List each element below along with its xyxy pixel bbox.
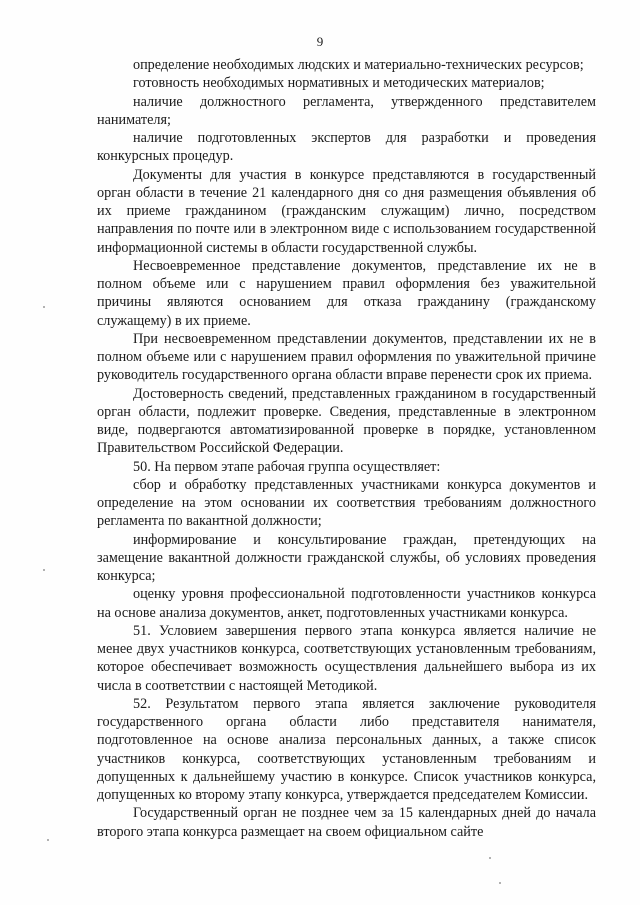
scan-speck [43, 306, 45, 308]
scan-speck [43, 569, 45, 571]
paragraph: готовность необходимых нормативных и методических материалов; [133, 75, 545, 92]
paragraph: определение необходимых людских и материально-технических ресурсов; [133, 57, 584, 73]
paragraph: 50. На первом этапе рабочая группа осуществляет: [133, 458, 441, 475]
paragraph: Достоверность сведений, представленных гражданином в государственный орган области, подлежит проверке. Сведения, представленные в электронном виде, подвергаются автоматизированной проверке в порядке, установленном Правительством Российской Федерации. [97, 385, 596, 457]
page-number: 9 [316, 34, 324, 49]
paragraph: Несвоевременное представление документов, представление их не в полном объеме или с нарушением правил оформления без уважительной причины являются основанием для отказа гражданину (гражданскому служащему) в их приеме. [97, 257, 596, 329]
scan-speck [499, 882, 501, 884]
paragraph: Государственный орган не позднее чем за 15 календарных дней до начала второго этапа конкурса размещает на своем официальном сайте [97, 805, 596, 840]
scan-speck [47, 839, 49, 841]
paragraph: Документы для участия в конкурсе представляются в государственный орган области в течение 21 календарного дня со дня размещения объявления об их приеме гражданином (гражданским служащим) лично, посредством направления по почте или в электронном виде с использованием государственной информационной системы в области государственной службы. [97, 166, 596, 256]
paragraph: информирование и консультирование граждан, претендующих на замещение вакантной должности гражданской службы, об условиях проведения конкурса; [97, 531, 596, 584]
document-body [97, 56, 596, 841]
paragraph: При несвоевременном представлении документов, представлении их не в полном объеме или с нарушением правил оформления по уважительной причине руководитель государственного органа области вправе перенести срок их приема. [97, 330, 596, 384]
paragraph: сбор и обработку представленных участниками конкурса документов и определение на этом основании их соответствия требованиям должностного регламента по вакантной должности; [97, 476, 596, 530]
paragraph: наличие подготовленных экспертов для разработки и проведения конкурсных процедур. [97, 130, 596, 165]
paragraph: оценку уровня профессиональной подготовленности участников конкурса на основе анализа документов, анкет, подготовленных участниками конкурса. [97, 586, 596, 621]
paragraph: 51. Условием завершения первого этапа конкурса является наличие не менее двух участников конкурса, соответствующих установленным требованиям, которое обеспечивает возможность осуществления дальнейшего выбора из их числа в соответствии с настоящей Методикой. [97, 622, 596, 694]
scan-speck [489, 857, 491, 859]
paragraph: 52. Результатом первого этапа является заключение руководителя государственного органа области либо представителя нанимателя, подготовленное на основе анализа персональных данных, а также список участников конкурса, соответствующих установленным требованиям и допущенных к дальнейшему участию в конкурсе. Список участников конкурса, допущенных ко второму этапу конкурса, утверждается председателем Комиссии. [97, 695, 596, 803]
paragraph: наличие должностного регламента, утвержденного представителем нанимателя; [97, 93, 596, 128]
